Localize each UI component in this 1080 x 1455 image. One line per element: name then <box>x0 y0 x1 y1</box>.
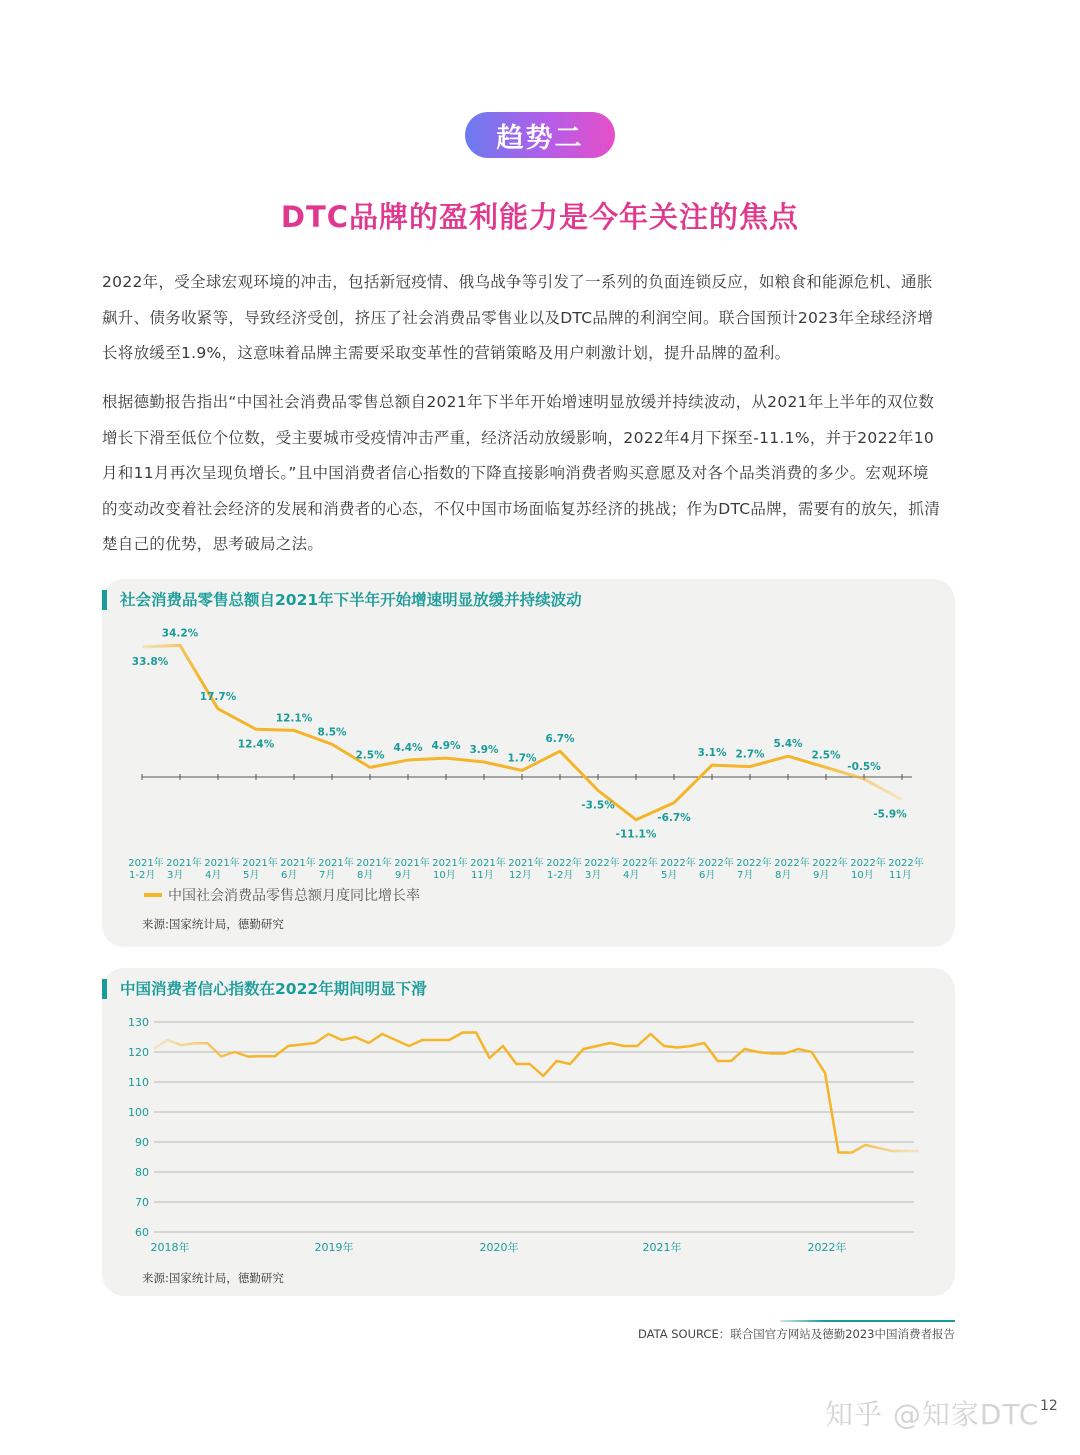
x-tick-label: 2020年 <box>479 1241 519 1254</box>
data-label: 1.7% <box>507 752 537 765</box>
x-tick-label-month: 3月 <box>167 870 184 881</box>
x-tick-label-month: 5月 <box>243 870 260 881</box>
y-tick-label: 120 <box>128 1046 149 1059</box>
x-tick-label-month: 11月 <box>889 870 912 881</box>
x-tick-label-year: 2022年 <box>584 858 620 869</box>
data-label: 33.8% <box>131 655 169 668</box>
x-tick-label-year: 2022年 <box>622 858 658 869</box>
x-tick-label-month: 12月 <box>509 870 532 881</box>
data-label: 4.4% <box>393 742 423 755</box>
x-tick-label-month: 8月 <box>357 870 374 881</box>
footer-divider <box>780 1320 955 1322</box>
x-tick-label-year: 2022年 <box>850 858 886 869</box>
x-tick-label-year: 2022年 <box>698 858 734 869</box>
retail-series-line <box>142 645 902 819</box>
x-tick-label-year: 2021年 <box>432 858 468 869</box>
data-label: -6.7% <box>657 811 691 824</box>
data-label: -11.1% <box>615 828 657 841</box>
data-label: 2.7% <box>735 748 765 761</box>
retail-chart-title: 社会消费品零售总额自2021年下半年开始增速明显放缓并持续波动 <box>102 590 582 610</box>
data-label: 12.1% <box>275 712 313 725</box>
data-label: -3.5% <box>581 799 615 812</box>
x-tick-label: 2019年 <box>314 1241 354 1254</box>
data-label: -5.9% <box>873 808 907 821</box>
x-tick-label-month: 11月 <box>471 870 494 881</box>
x-tick-label-year: 2022年 <box>812 858 848 869</box>
x-tick-label-month: 5月 <box>661 870 678 881</box>
data-label: -0.5% <box>847 760 881 773</box>
x-tick-label-month: 7月 <box>319 870 336 881</box>
x-tick-label-month: 9月 <box>813 870 830 881</box>
retail-sales-line-chart <box>102 579 955 947</box>
legend-label: 中国社会消费品零售总额月度同比增长率 <box>168 888 420 904</box>
data-label: 3.1% <box>697 747 727 760</box>
x-tick-label-year: 2021年 <box>204 858 240 869</box>
data-label: 6.7% <box>545 733 575 746</box>
data-label: 2.5% <box>811 749 841 762</box>
x-tick-label-year: 2022年 <box>736 858 772 869</box>
retail-chart-source: 来源:国家统计局，德勤研究 <box>142 917 284 931</box>
watermark: 知乎 @知家DTC <box>825 1398 1040 1431</box>
confidence-series-line <box>154 1033 919 1153</box>
x-tick-label-month: 4月 <box>205 870 222 881</box>
x-tick-label-month: 8月 <box>775 870 792 881</box>
data-source-note: DATA SOURCE：联合国官方网站及德勤2023中国消费者报告 <box>637 1327 955 1341</box>
y-tick-label: 80 <box>135 1166 149 1179</box>
y-tick-label: 70 <box>135 1196 149 1209</box>
x-tick-label-month: 6月 <box>699 870 716 881</box>
data-label: 5.4% <box>773 738 803 751</box>
data-label: 3.9% <box>469 743 499 756</box>
y-tick-label: 100 <box>128 1106 149 1119</box>
x-tick-label-year: 2021年 <box>508 858 544 869</box>
x-tick-label-month: 10月 <box>433 870 456 881</box>
confidence-chart-title: 中国消费者信心指数在2022年期间明显下滑 <box>102 979 427 999</box>
x-tick-label: 2022年 <box>807 1241 847 1254</box>
y-tick-label: 110 <box>128 1076 149 1089</box>
data-label: 17.7% <box>199 690 237 703</box>
x-tick-label-year: 2022年 <box>774 858 810 869</box>
consumer-confidence-chart-card <box>102 968 955 1296</box>
x-tick-label-year: 2021年 <box>128 858 164 869</box>
x-tick-label-year: 2022年 <box>660 858 696 869</box>
data-label: 12.4% <box>237 738 275 751</box>
retail-sales-chart-card <box>102 579 955 947</box>
x-tick-label-month: 9月 <box>395 870 412 881</box>
x-tick-label-month: 6月 <box>281 870 298 881</box>
y-tick-label: 90 <box>135 1136 149 1149</box>
x-tick-label-year: 2021年 <box>280 858 316 869</box>
x-tick-label-year: 2021年 <box>166 858 202 869</box>
x-tick-label-month: 7月 <box>737 870 754 881</box>
x-tick-label-month: 1-2月 <box>547 870 574 881</box>
x-tick-label-month: 3月 <box>585 870 602 881</box>
x-tick-label-year: 2021年 <box>356 858 392 869</box>
x-tick-label-year: 2022年 <box>546 858 582 869</box>
x-tick-label: 2018年 <box>150 1241 190 1254</box>
paragraph-2: 根据德勤报告指出“中国社会消费品零售总额自2021年下半年开始增速明显放缓并持续波动，从2021年上半年的双位数增长下滑至低位个位数，受主要城市受疫情冲击严重，经济活动放缓影响，2022年4月下探至-11.1%，并于2022年10月和11月再次呈现负增长。”且中国消费者信心指数的下降直接影响消费者购买意愿及对各个品类消费的多少。宏观环境的变动改变着社会经济的发展和消费者的心态，不仅中国市场面临复苏经济的挑战；作为DTC品牌，需要有的放矢，抓清楚自己的优势，思考破局之法。 <box>102 393 941 553</box>
x-tick-label-year: 2022年 <box>888 858 924 869</box>
y-tick-label: 130 <box>128 1016 149 1029</box>
page-title: DTC品牌的盈利能力是今年关注的焦点 <box>280 200 800 234</box>
x-tick-label-month: 4月 <box>623 870 640 881</box>
x-tick-label-month: 1-2月 <box>129 870 156 881</box>
data-label: 4.9% <box>431 740 461 753</box>
data-label: 2.5% <box>355 749 385 762</box>
consumer-confidence-line-chart <box>102 968 955 1296</box>
x-tick-label-year: 2021年 <box>470 858 506 869</box>
x-tick-label-year: 2021年 <box>318 858 354 869</box>
section-badge: 趋势二 <box>465 112 615 158</box>
page-number: 12 <box>1040 1398 1058 1414</box>
data-label: 34.2% <box>161 627 199 640</box>
x-tick-label-year: 2021年 <box>242 858 278 869</box>
data-label: 8.5% <box>317 726 347 739</box>
paragraph-1: 2022年，受全球宏观环境的冲击，包括新冠疫情、俄乌战争等引发了一系列的负面连锁反应，如粮食和能源危机、通胀飙升、债务收紧等，导致经济受创，挤压了社会消费品零售业以及DTC品牌的利润空间。联合国预计2023年全球经济增长将放缓至1.9%，这意味着品牌主需要采取变革性的营销策略及用户刺激计划，提升品牌的盈利。 <box>102 273 934 362</box>
x-tick-label: 2021年 <box>642 1241 682 1254</box>
y-tick-label: 60 <box>135 1226 149 1239</box>
x-tick-label-month: 10月 <box>851 870 874 881</box>
confidence-chart-source: 来源:国家统计局，德勤研究 <box>142 1271 284 1285</box>
x-tick-label-year: 2021年 <box>394 858 430 869</box>
